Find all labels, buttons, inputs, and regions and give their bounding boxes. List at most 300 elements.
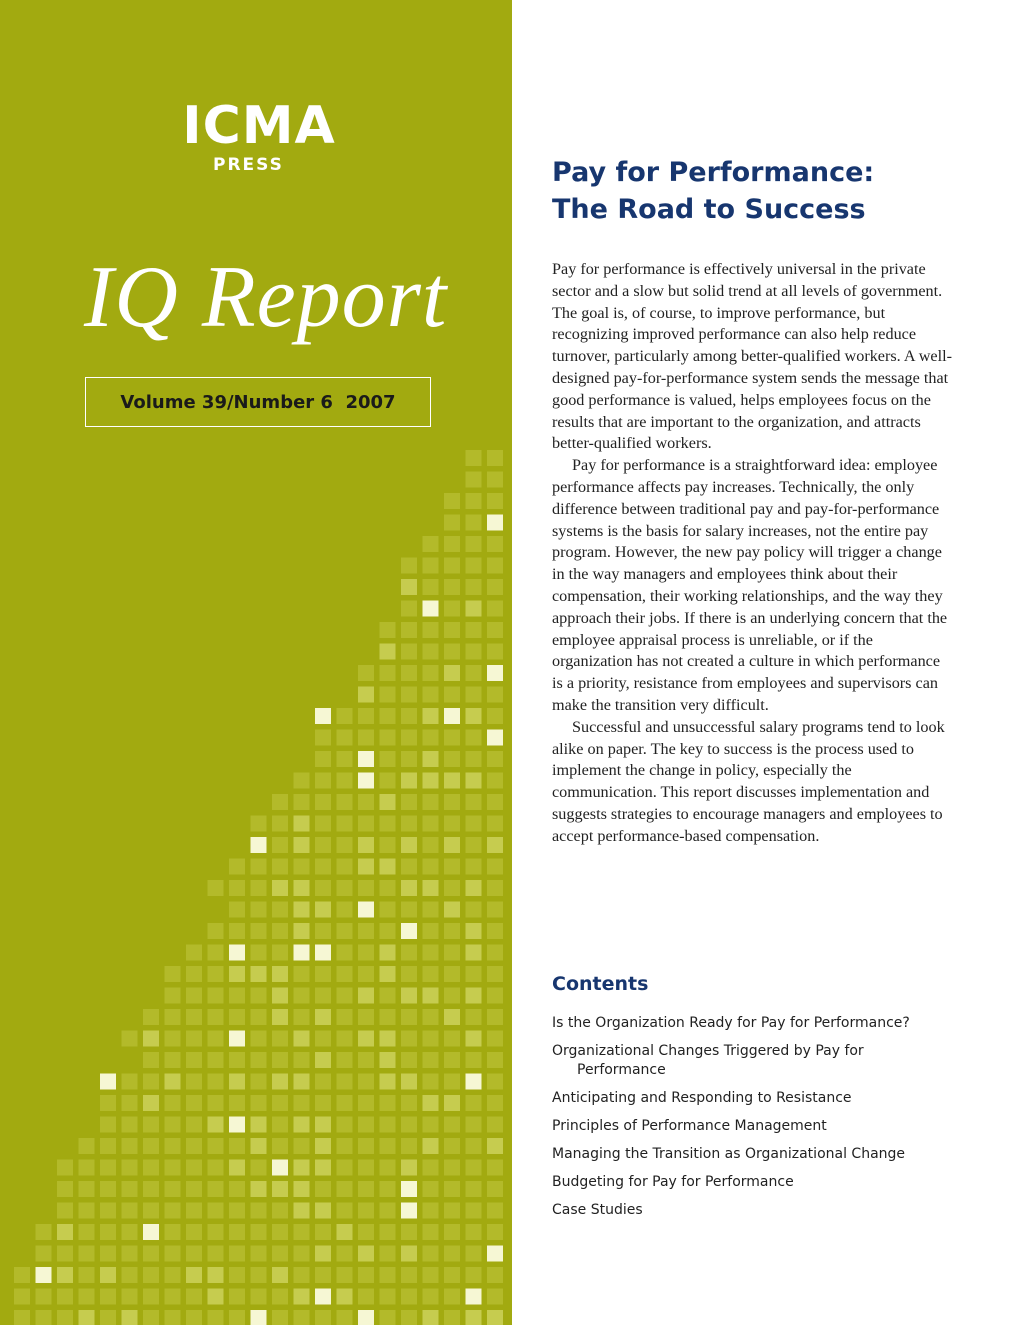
mosaic-square bbox=[79, 1138, 95, 1154]
mosaic-square bbox=[401, 837, 417, 853]
mosaic-square bbox=[423, 601, 439, 617]
mosaic-square bbox=[487, 837, 503, 853]
mosaic-square bbox=[165, 988, 181, 1004]
mosaic-square bbox=[272, 902, 288, 918]
mosaic-square bbox=[14, 1267, 30, 1283]
mosaic-square bbox=[466, 472, 482, 488]
mosaic-square bbox=[423, 902, 439, 918]
mosaic-square bbox=[444, 966, 460, 982]
mosaic-square bbox=[401, 988, 417, 1004]
mosaic-square bbox=[272, 1031, 288, 1047]
mosaic-square bbox=[272, 859, 288, 875]
mosaic-square bbox=[423, 837, 439, 853]
contents-item: Case Studies bbox=[552, 1202, 643, 1218]
mosaic-square bbox=[466, 708, 482, 724]
mosaic-square bbox=[444, 1224, 460, 1240]
mosaic-square bbox=[229, 1138, 245, 1154]
mosaic-square bbox=[401, 601, 417, 617]
mosaic-square bbox=[315, 1009, 331, 1025]
mosaic-square bbox=[444, 579, 460, 595]
mosaic-square bbox=[294, 902, 310, 918]
mosaic-square bbox=[229, 1031, 245, 1047]
mosaic-square bbox=[186, 1289, 202, 1305]
mosaic-square bbox=[229, 859, 245, 875]
mosaic-square bbox=[143, 1181, 159, 1197]
mosaic-square bbox=[380, 902, 396, 918]
mosaic-square bbox=[337, 880, 353, 896]
mosaic-square bbox=[487, 1117, 503, 1133]
mosaic-square bbox=[380, 687, 396, 703]
mosaic-square bbox=[487, 579, 503, 595]
mosaic-square bbox=[466, 859, 482, 875]
mosaic-square bbox=[315, 1031, 331, 1047]
mosaic-square bbox=[401, 1310, 417, 1325]
mosaic-square bbox=[294, 1246, 310, 1262]
mosaic-square bbox=[466, 558, 482, 574]
mosaic-square bbox=[251, 816, 267, 832]
mosaic-square bbox=[380, 1009, 396, 1025]
mosaic-square bbox=[358, 1267, 374, 1283]
mosaic-square bbox=[186, 966, 202, 982]
mosaic-square bbox=[423, 1310, 439, 1325]
mosaic-square bbox=[444, 816, 460, 832]
mosaic-square bbox=[315, 816, 331, 832]
mosaic-square bbox=[251, 1267, 267, 1283]
mosaic-square bbox=[466, 1117, 482, 1133]
mosaic-square bbox=[100, 1310, 116, 1325]
mosaic-square bbox=[466, 988, 482, 1004]
mosaic-square bbox=[143, 1095, 159, 1111]
mosaic-square bbox=[401, 1095, 417, 1111]
mosaic-square bbox=[380, 1246, 396, 1262]
mosaic-square bbox=[466, 665, 482, 681]
mosaic-square bbox=[229, 923, 245, 939]
mosaic-square bbox=[100, 1246, 116, 1262]
mosaic-square bbox=[444, 1203, 460, 1219]
mosaic-square bbox=[401, 859, 417, 875]
mosaic-square bbox=[229, 902, 245, 918]
mosaic-square bbox=[487, 450, 503, 466]
mosaic-square bbox=[444, 1310, 460, 1325]
mosaic-square bbox=[358, 1181, 374, 1197]
mosaic-square bbox=[186, 1009, 202, 1025]
mosaic-square bbox=[251, 1246, 267, 1262]
mosaic-square bbox=[380, 730, 396, 746]
mosaic-square bbox=[423, 558, 439, 574]
mosaic-square bbox=[143, 1203, 159, 1219]
mosaic-square bbox=[165, 1052, 181, 1068]
mosaic-square bbox=[337, 1074, 353, 1090]
mosaic-square bbox=[315, 1246, 331, 1262]
mosaic-square bbox=[337, 1009, 353, 1025]
mosaic-square bbox=[272, 1181, 288, 1197]
mosaic-square bbox=[444, 622, 460, 638]
mosaic-square bbox=[466, 1181, 482, 1197]
mosaic-square bbox=[358, 923, 374, 939]
mosaic-square bbox=[423, 1267, 439, 1283]
mosaic-square bbox=[358, 1310, 374, 1325]
mosaic-square bbox=[401, 665, 417, 681]
mosaic-square bbox=[401, 730, 417, 746]
mosaic-square bbox=[337, 966, 353, 982]
mosaic-square bbox=[251, 923, 267, 939]
mosaic-square bbox=[294, 1009, 310, 1025]
mosaic-square bbox=[401, 579, 417, 595]
mosaic-square bbox=[208, 1203, 224, 1219]
mosaic-square bbox=[358, 665, 374, 681]
mosaic-square bbox=[143, 1009, 159, 1025]
mosaic-square bbox=[272, 816, 288, 832]
mosaic-square bbox=[165, 1267, 181, 1283]
mosaic-square bbox=[229, 1267, 245, 1283]
mosaic-square bbox=[208, 1117, 224, 1133]
mosaic-square bbox=[444, 1095, 460, 1111]
mosaic-square bbox=[423, 966, 439, 982]
mosaic-square bbox=[358, 773, 374, 789]
mosaic-square bbox=[57, 1267, 73, 1283]
contents-list bbox=[552, 1014, 952, 1229]
mosaic-square bbox=[208, 1052, 224, 1068]
mosaic-square bbox=[487, 1052, 503, 1068]
mosaic-square bbox=[122, 1074, 138, 1090]
mosaic-square bbox=[423, 730, 439, 746]
body-paragraph: Pay for performance is a straightforward idea: employee performance affects pay increases. Technically, the only difference between traditional pay and pay-for-performance systems is the basis for salary increases, not the entire pay program. However, the new pay policy will trigger a change in the way managers and employees think about their compensation, their working relationships, and the way they approach their jobs. If there is an underlying concern that the employee appraisal process is unreliable, or if the organization has not created a culture in which performance is a priority, resistance from employees and supervisors can make the transition very difficult. bbox=[552, 456, 948, 714]
mosaic-square bbox=[315, 1095, 331, 1111]
contents-item: Principles of Performance Management bbox=[552, 1118, 827, 1134]
mosaic-square bbox=[36, 1267, 52, 1283]
mosaic-square bbox=[487, 773, 503, 789]
mosaic-square bbox=[251, 1031, 267, 1047]
mosaic-square bbox=[272, 923, 288, 939]
mosaic-square bbox=[208, 945, 224, 961]
mosaic-square bbox=[487, 923, 503, 939]
mosaic-square bbox=[272, 1203, 288, 1219]
mosaic-square bbox=[337, 859, 353, 875]
mosaic-square bbox=[294, 816, 310, 832]
mosaic-square bbox=[423, 859, 439, 875]
mosaic-square bbox=[229, 1160, 245, 1176]
mosaic-square bbox=[380, 1267, 396, 1283]
mosaic-square bbox=[251, 859, 267, 875]
mosaic-square bbox=[401, 923, 417, 939]
mosaic-square bbox=[315, 751, 331, 767]
mosaic-square bbox=[487, 966, 503, 982]
mosaic-square bbox=[358, 1074, 374, 1090]
mosaic-square bbox=[229, 1289, 245, 1305]
mosaic-square bbox=[294, 1267, 310, 1283]
mosaic-square bbox=[401, 966, 417, 982]
mosaic-square bbox=[444, 558, 460, 574]
mosaic-square bbox=[229, 1203, 245, 1219]
mosaic-square bbox=[358, 1052, 374, 1068]
mosaic-square bbox=[315, 1160, 331, 1176]
mosaic-square bbox=[423, 536, 439, 552]
mosaic-square bbox=[444, 859, 460, 875]
mosaic-square bbox=[229, 1074, 245, 1090]
mosaic-square bbox=[36, 1310, 52, 1325]
mosaic-square bbox=[272, 794, 288, 810]
mosaic-square bbox=[487, 1267, 503, 1283]
mosaic-square bbox=[423, 1246, 439, 1262]
mosaic-square bbox=[272, 1267, 288, 1283]
mosaic-square bbox=[423, 1009, 439, 1025]
mosaic-square bbox=[165, 1095, 181, 1111]
mosaic-square bbox=[229, 1246, 245, 1262]
mosaic-square bbox=[466, 536, 482, 552]
mosaic-square bbox=[315, 1181, 331, 1197]
mosaic-square bbox=[444, 730, 460, 746]
mosaic-square bbox=[358, 1246, 374, 1262]
mosaic-square bbox=[358, 794, 374, 810]
mosaic-square bbox=[337, 945, 353, 961]
mosaic-square bbox=[36, 1289, 52, 1305]
mosaic-square bbox=[36, 1224, 52, 1240]
mosaic-square bbox=[315, 730, 331, 746]
mosaic-square bbox=[487, 1181, 503, 1197]
mosaic-square bbox=[466, 1095, 482, 1111]
mosaic-square bbox=[444, 601, 460, 617]
mosaic-square bbox=[251, 966, 267, 982]
mosaic-square bbox=[444, 1160, 460, 1176]
mosaic-square bbox=[79, 1203, 95, 1219]
mosaic-square bbox=[294, 1052, 310, 1068]
mosaic-square bbox=[229, 988, 245, 1004]
mosaic-square bbox=[272, 880, 288, 896]
mosaic-square bbox=[100, 1267, 116, 1283]
mosaic-square bbox=[143, 1246, 159, 1262]
series-title: IQ Report bbox=[84, 249, 448, 346]
mosaic-square bbox=[358, 751, 374, 767]
mosaic-square bbox=[380, 1289, 396, 1305]
mosaic-square bbox=[487, 751, 503, 767]
mosaic-square bbox=[208, 923, 224, 939]
mosaic-square bbox=[401, 1117, 417, 1133]
mosaic-square bbox=[466, 687, 482, 703]
mosaic-square bbox=[294, 1289, 310, 1305]
mosaic-square bbox=[294, 880, 310, 896]
mosaic-square bbox=[122, 1031, 138, 1047]
mosaic-square bbox=[143, 1031, 159, 1047]
mosaic-square bbox=[444, 1052, 460, 1068]
mosaic-square bbox=[487, 1203, 503, 1219]
mosaic-square bbox=[165, 1246, 181, 1262]
contents-heading: Contents bbox=[552, 973, 649, 995]
mosaic-square bbox=[401, 1246, 417, 1262]
mosaic-square bbox=[380, 1095, 396, 1111]
mosaic-square bbox=[358, 859, 374, 875]
mosaic-square bbox=[487, 988, 503, 1004]
mosaic-square bbox=[380, 1160, 396, 1176]
mosaic-square bbox=[444, 880, 460, 896]
mosaic-square bbox=[380, 988, 396, 1004]
mosaic-square bbox=[401, 773, 417, 789]
mosaic-square bbox=[380, 708, 396, 724]
mosaic-square bbox=[100, 1117, 116, 1133]
mosaic-square bbox=[423, 988, 439, 1004]
mosaic-square bbox=[358, 687, 374, 703]
mosaic-square bbox=[79, 1289, 95, 1305]
mosaic-square bbox=[423, 687, 439, 703]
mosaic-square bbox=[337, 1203, 353, 1219]
logo-subtitle: PRESS bbox=[213, 155, 284, 175]
mosaic-square bbox=[315, 837, 331, 853]
mosaic-square bbox=[358, 816, 374, 832]
mosaic-square bbox=[57, 1224, 73, 1240]
mosaic-square bbox=[186, 1224, 202, 1240]
mosaic-square bbox=[122, 1181, 138, 1197]
mosaic-square bbox=[423, 880, 439, 896]
mosaic-square bbox=[423, 579, 439, 595]
mosaic-square bbox=[380, 665, 396, 681]
mosaic-square bbox=[337, 902, 353, 918]
mosaic-square bbox=[401, 708, 417, 724]
mosaic-square bbox=[208, 880, 224, 896]
mosaic-square bbox=[294, 923, 310, 939]
mosaic-square bbox=[208, 1074, 224, 1090]
mosaic-square bbox=[444, 988, 460, 1004]
mosaic-square bbox=[251, 1052, 267, 1068]
mosaic-square bbox=[229, 1181, 245, 1197]
mosaic-square bbox=[337, 1267, 353, 1283]
mosaic-square bbox=[466, 622, 482, 638]
mosaic-square bbox=[165, 1031, 181, 1047]
mosaic-square bbox=[208, 1181, 224, 1197]
mosaic-square bbox=[122, 1095, 138, 1111]
mosaic-square bbox=[186, 1181, 202, 1197]
mosaic-square bbox=[208, 966, 224, 982]
mosaic-square bbox=[251, 1203, 267, 1219]
mosaic-square bbox=[57, 1310, 73, 1325]
mosaic-square bbox=[358, 1203, 374, 1219]
mosaic-square bbox=[487, 1160, 503, 1176]
mosaic-square bbox=[466, 1203, 482, 1219]
mosaic-square bbox=[444, 1009, 460, 1025]
mosaic-square bbox=[380, 773, 396, 789]
mosaic-square bbox=[487, 945, 503, 961]
mosaic-square bbox=[100, 1074, 116, 1090]
mosaic-square bbox=[466, 730, 482, 746]
mosaic-square bbox=[423, 1289, 439, 1305]
mosaic-square bbox=[466, 1246, 482, 1262]
mosaic-square bbox=[444, 1031, 460, 1047]
mosaic-square bbox=[358, 902, 374, 918]
mosaic-square bbox=[487, 1095, 503, 1111]
mosaic-square bbox=[444, 837, 460, 853]
mosaic-square bbox=[122, 1160, 138, 1176]
mosaic-square bbox=[444, 1246, 460, 1262]
mosaic-square bbox=[401, 1160, 417, 1176]
mosaic-square bbox=[487, 644, 503, 660]
mosaic-square bbox=[358, 708, 374, 724]
mosaic-square bbox=[380, 945, 396, 961]
mosaic-square bbox=[122, 1117, 138, 1133]
mosaic-square bbox=[294, 988, 310, 1004]
mosaic-square bbox=[57, 1289, 73, 1305]
mosaic-square bbox=[14, 1310, 30, 1325]
mosaic-square bbox=[401, 902, 417, 918]
mosaic-square bbox=[315, 708, 331, 724]
mosaic-square bbox=[444, 923, 460, 939]
mosaic-square bbox=[186, 1160, 202, 1176]
mosaic-square bbox=[423, 1095, 439, 1111]
mosaic-square bbox=[294, 1310, 310, 1325]
mosaic-square bbox=[487, 730, 503, 746]
mosaic-square bbox=[380, 1052, 396, 1068]
mosaic-square bbox=[444, 1138, 460, 1154]
mosaic-square bbox=[380, 837, 396, 853]
mosaic-square bbox=[423, 708, 439, 724]
mosaic-square bbox=[423, 794, 439, 810]
mosaic-square bbox=[229, 966, 245, 982]
mosaic-square bbox=[186, 1310, 202, 1325]
mosaic-square bbox=[337, 794, 353, 810]
mosaic-square bbox=[337, 1052, 353, 1068]
mosaic-square bbox=[487, 515, 503, 531]
mosaic-square bbox=[487, 536, 503, 552]
mosaic-square bbox=[466, 1267, 482, 1283]
mosaic-square bbox=[444, 536, 460, 552]
mosaic-square bbox=[122, 1289, 138, 1305]
mosaic-square bbox=[294, 837, 310, 853]
mosaic-square bbox=[466, 1138, 482, 1154]
mosaic-square bbox=[294, 1074, 310, 1090]
mosaic-square bbox=[208, 1009, 224, 1025]
mosaic-square bbox=[100, 1289, 116, 1305]
mosaic-square bbox=[294, 1224, 310, 1240]
article-body bbox=[552, 259, 952, 848]
mosaic-square bbox=[337, 1289, 353, 1305]
mosaic-square bbox=[487, 1031, 503, 1047]
mosaic-square bbox=[423, 644, 439, 660]
mosaic-square bbox=[208, 1289, 224, 1305]
mosaic-square bbox=[358, 1289, 374, 1305]
mosaic-square bbox=[487, 472, 503, 488]
mosaic-square bbox=[57, 1246, 73, 1262]
mosaic-square bbox=[444, 773, 460, 789]
mosaic-square bbox=[466, 493, 482, 509]
mosaic-square bbox=[358, 880, 374, 896]
mosaic-square bbox=[358, 837, 374, 853]
mosaic-square bbox=[251, 1224, 267, 1240]
mosaic-square bbox=[294, 1138, 310, 1154]
mosaic-square bbox=[401, 945, 417, 961]
mosaic-square bbox=[122, 1246, 138, 1262]
mosaic-square bbox=[358, 1117, 374, 1133]
mosaic-square bbox=[165, 1289, 181, 1305]
mosaic-square bbox=[358, 1160, 374, 1176]
mosaic-square bbox=[100, 1224, 116, 1240]
mosaic-square bbox=[337, 708, 353, 724]
mosaic-square bbox=[380, 1117, 396, 1133]
mosaic-square bbox=[401, 1138, 417, 1154]
mosaic-square bbox=[208, 1310, 224, 1325]
mosaic-square bbox=[186, 1117, 202, 1133]
mosaic-square bbox=[401, 1224, 417, 1240]
mosaic-square bbox=[423, 1160, 439, 1176]
mosaic-square bbox=[380, 880, 396, 896]
mosaic-square bbox=[466, 751, 482, 767]
mosaic-square bbox=[466, 794, 482, 810]
mosaic-square bbox=[57, 1181, 73, 1197]
mosaic-square bbox=[251, 1310, 267, 1325]
mosaic-square bbox=[444, 1267, 460, 1283]
mosaic-square bbox=[315, 966, 331, 982]
mosaic-square bbox=[444, 751, 460, 767]
mosaic-square bbox=[337, 1095, 353, 1111]
mosaic-square bbox=[122, 1224, 138, 1240]
mosaic-square bbox=[294, 1031, 310, 1047]
mosaic-square bbox=[143, 1138, 159, 1154]
